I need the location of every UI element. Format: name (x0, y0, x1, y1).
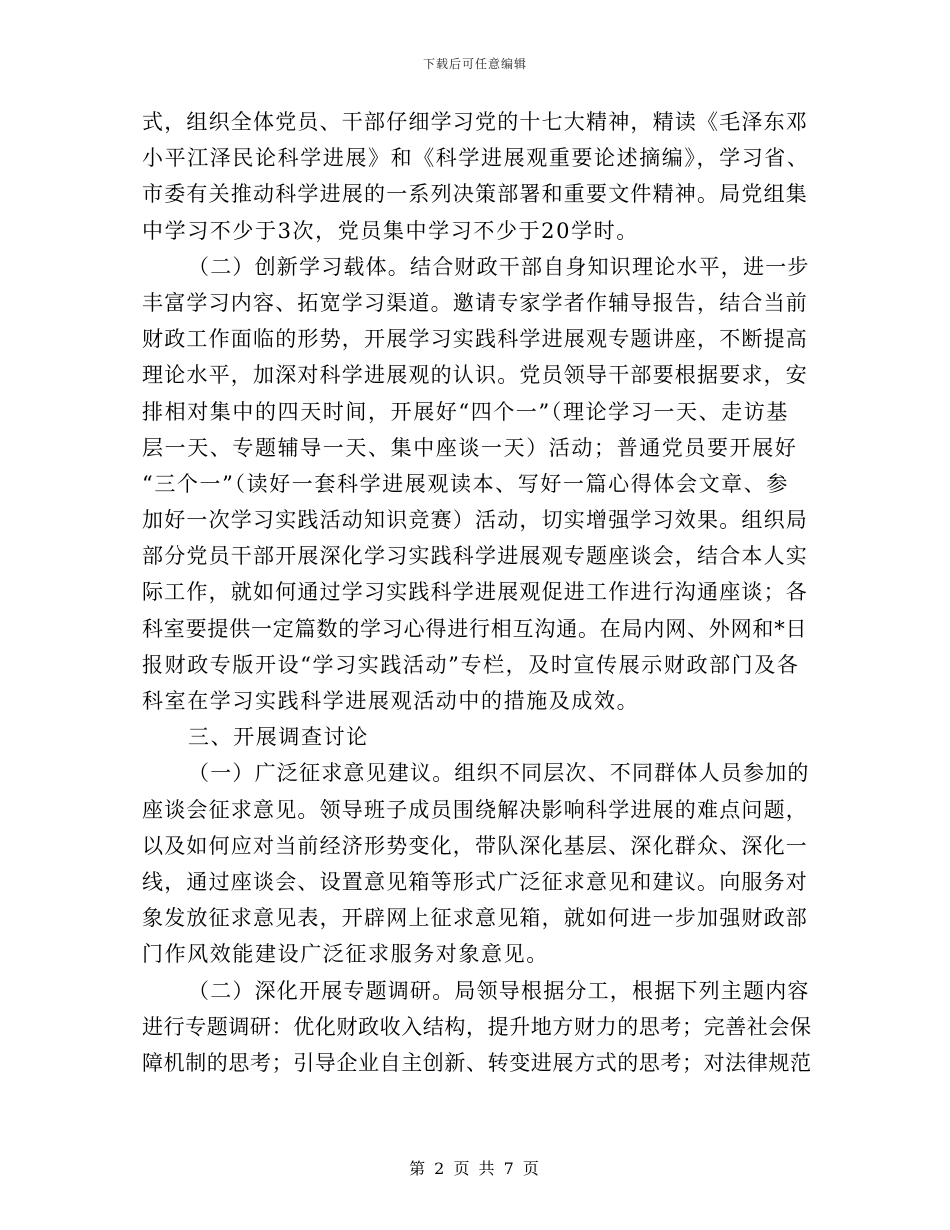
text-line: 线，通过座谈会、设置意见箱等形式广泛征求意见和建议。向服务对 (142, 869, 808, 894)
text-line: （二）创新学习载体。结合财政干部自身知识理论水平，进一步 (188, 254, 810, 279)
text-line: （二）深化开展专题调研。局领导根据分工，根据下列主题内容 (188, 978, 810, 1003)
text-line: 座谈会征求意见。领导班子成员围绕解决影响科学进展的难点问题， (142, 797, 808, 822)
text-line: 报财政专版开设“学习实践活动”专栏，及时宣传展示财政部门及各 (142, 652, 800, 677)
text-line: 际工作，就如何通过学习实践科学进展观促进工作进行沟通座谈；各 (142, 580, 808, 605)
text-line: 理论水平，加深对科学进展观的认识。党员领导干部要根据要求，安 (142, 363, 808, 388)
text-line: 象发放征求意见表，开辟网上征求意见箱，就如何进一步加强财政部 (142, 906, 808, 931)
text-line: 部分党员干部开展深化学习实践科学进展观专题座谈会，结合本人实 (142, 544, 808, 569)
text-line: （一）广泛征求意见建议。组织不同层次、不同群体人员参加的 (188, 761, 810, 786)
page-header: 下载后可任意编辑 (422, 57, 527, 71)
text-line: 加好一次学习实践活动知识竞赛）活动，切实增强学习效果。组织局 (142, 508, 808, 533)
page-footer: 第 2 页 共 7 页 (409, 1159, 541, 1178)
text-line: 以及如何应对当前经济形势变化，带队深化基层、深化群众、深化一 (142, 833, 808, 858)
text-line: 门作风效能建设广泛征求服务对象意见。 (142, 942, 549, 967)
document-body (142, 104, 812, 1081)
text-line: 小平江泽民论科学进展》和《科学进展观重要论述摘编》，学习省、 (142, 146, 810, 171)
text-line: 市委有关推动科学进展的一系列决策部署和重要文件精神。局党组集 (142, 182, 808, 207)
text-line: 三、开展调查讨论 (188, 725, 369, 750)
text-line: 财政工作面临的形势，开展学习实践科学进展观专题讲座，不断提高 (142, 327, 808, 352)
text-line: 层一天、专题辅导一天、集中座谈一天）活动；普通党员要开展好 (142, 435, 798, 460)
text-line: “三个一”（读好一套科学进展观读本、写好一篇心得体会文章、参 (142, 471, 789, 496)
text-line: 科室要提供一定篇数的学习心得进行相互沟通。在局内网、外网和*日 (142, 616, 808, 641)
text-line: 式，组织全体党员、干部仔细学习党的十七大精神，精读《毛泽东邓 (142, 110, 808, 134)
text-line: 科室在学习实践科学进展观活动中的措施及成效。 (142, 689, 640, 713)
text-line: 丰富学习内容、拓宽学习渠道。邀请专家学者作辅导报告，结合当前 (142, 290, 808, 315)
text-line: 进行专题调研：优化财政收入结构，提升地方财力的思考；完善社会保 (142, 1014, 812, 1039)
text-line: 排相对集中的四天时间，开展好“四个一”（理论学习一天、走访基 (142, 399, 789, 424)
text-line: 障机制的思考；引导企业自主创新、转变进展方式的思考；对法律规范 (142, 1050, 812, 1075)
text-line: 中学习不少于3次，党员集中学习不少于20学时。 (142, 218, 639, 243)
